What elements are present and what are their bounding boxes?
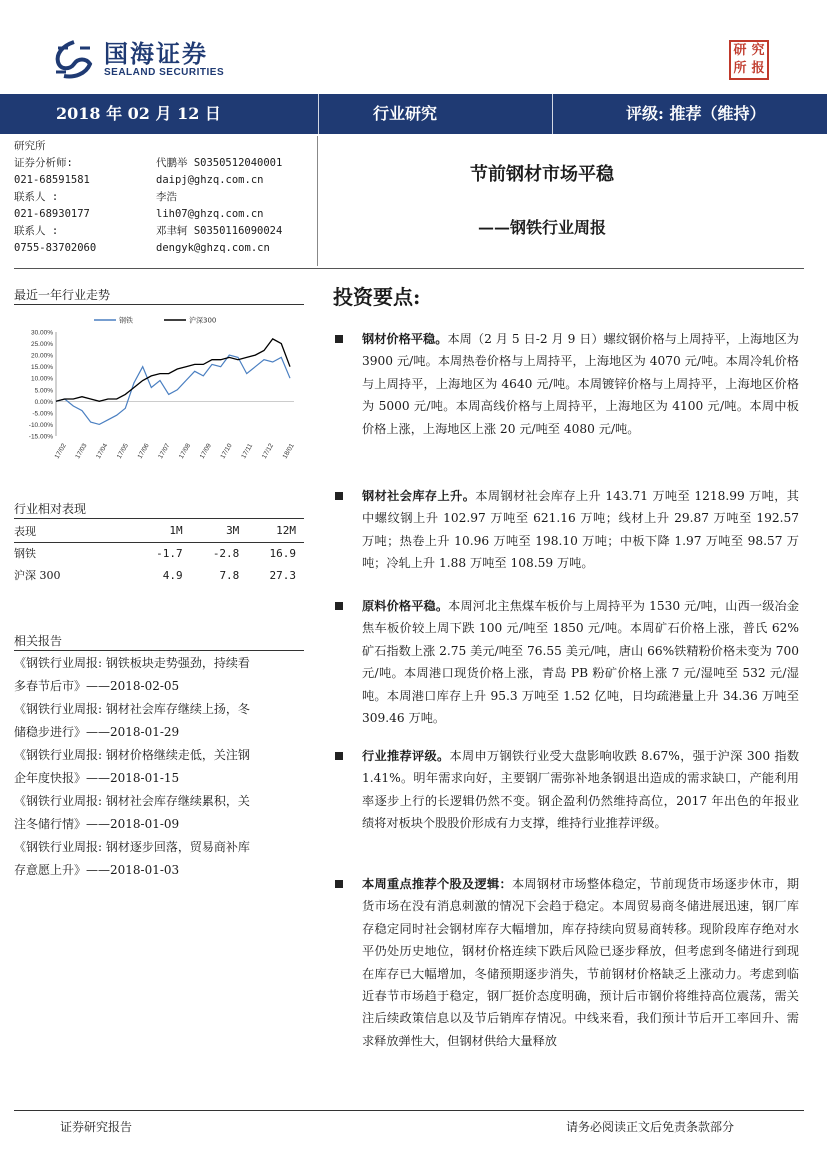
investment-point [333, 873, 799, 1052]
sealand-logo-icon [52, 40, 96, 80]
section-rule [14, 650, 304, 651]
y-tick-label: 30.00% [30, 329, 53, 337]
trend-title: 最近一年行业走势 [14, 288, 111, 302]
table-cell: 钢铁 [14, 547, 36, 561]
y-tick-label: 15.00% [30, 364, 53, 372]
header-bottom-divider [14, 268, 804, 269]
footer-left: 证券研究报告 [60, 1120, 133, 1134]
bullet-square-icon [335, 602, 343, 610]
related-reports-list [14, 652, 314, 882]
point-heading: 钢材社会库存上升。 [362, 489, 476, 503]
section-rule [14, 304, 304, 305]
company-logo [52, 40, 224, 80]
x-tick-label: 18/01 [281, 442, 296, 461]
report-date-line: 储稳步进行》——2018-01-29 [14, 725, 180, 739]
x-tick-label: 17/02 [53, 442, 68, 461]
investment-point [333, 595, 799, 729]
footer-rule [14, 1110, 804, 1111]
investment-point [333, 485, 799, 575]
x-tick-label: 17/07 [157, 442, 172, 461]
report-link[interactable]: 《钢铁行业周报: 钢铁板块走势强劲，持续看 [14, 656, 250, 670]
series-line [56, 355, 290, 424]
trend-chart [14, 310, 304, 470]
logo-english-name: SEALAND SECURITIES [104, 67, 225, 78]
section-rule [14, 518, 304, 519]
point-body: 本周河北主焦煤车板价与上周持平为 1530 元/吨，山西一级冶金焦车板价较上周下跌 100 元/吨至 1850 元/吨。本周矿石价格上涨，普氏 62%矿石指数上涨 2.75 美元/吨至 76.55 美元/吨，唐山 66%铁精粉价格未变为 700 元/吨。本周港口现货价格上涨，青岛 PB 粉矿价格上涨 7 元/湿吨至 532 元/湿吨。本周港口库存上升 95.3 万吨至 1.52 亿吨，日均疏港量上升 34.36 万吨至 309.46 万吨。 [362, 599, 800, 726]
x-tick-label: 17/09 [198, 442, 213, 461]
bullet-square-icon [335, 880, 343, 888]
report-subtitle: ——钢铁行业周报 [478, 218, 607, 237]
legend-label: 沪深300 [189, 316, 217, 325]
report-date-line: 注冬储行情》——2018-01-09 [14, 817, 180, 831]
point-heading: 本周重点推荐个股及逻辑： [362, 877, 512, 891]
seal-char: 究 [751, 43, 765, 58]
point-body: 本周钢材社会库存上升 143.71 万吨至 1218.99 万吨，其中螺纹钢上升 102.97 万吨至 621.16 万吨；线材上升 29.87 万吨至 192.57 万吨；热卷上升 10.96 万吨至 198.10 万吨；中板下降 1.97 万吨至 98.57 万吨；冷轧上升 1.88 万吨至 108.59 万吨。 [362, 489, 799, 571]
seal-char: 研 [733, 43, 747, 58]
bullet-square-icon [335, 492, 343, 500]
y-tick-label: -10.00% [28, 421, 53, 429]
report-date-line: 存意愿上升》——2018-01-03 [14, 863, 180, 877]
report-date-line: 多春节后市》——2018-02-05 [14, 679, 180, 693]
y-tick-label: 25.00% [30, 341, 53, 349]
investment-point [333, 328, 799, 440]
analyst-row: 021-68930177 lih07@ghzq.com.cn [14, 208, 264, 220]
analyst-row: 联系人 : 邓聿轲 S0350116090024 [14, 225, 283, 237]
analyst-row: 0755-83702060 dengyk@ghzq.com.cn [14, 242, 270, 254]
perf-title: 行业相对表现 [14, 502, 87, 516]
seal-char: 报 [751, 61, 765, 76]
header-cell: 表现 [14, 520, 134, 542]
analyst-row: 021-68591581 daipj@ghzq.com.cn [14, 174, 264, 186]
header-cell: 1M [134, 520, 191, 542]
research-seal [729, 40, 769, 80]
investment-point [333, 745, 799, 835]
report-link[interactable]: 《钢铁行业周报: 钢材社会库存继续累积，关 [14, 794, 250, 808]
point-body: 本周钢材市场整体稳定，节前现货市场逐步休市，期货市场在没有消息刺激的情况下会趋于稳定。本周贸易商冬储进展迅速，钢厂库存稳定同时社会钢材库存大幅增加，库存持续向贸易商转移。现阶段库存绝对水平仍处历史地位，钢材价格连续下跌后风险已逐步释放，但考虑到冬储进行到现在库存已大幅增加，冬储预期逐步消失，节前钢材价格缺乏上涨动力。考虑到临近春节市场趋于稳定，钢厂挺价态度明确，预计后市钢价将维持高位震荡，需关注后续政策信息以及节后销库存情况。中线来看，我们预计节后开工率回升、需求释放弹性大，但钢材供给大量释放 [362, 877, 800, 1048]
analyst-row: 证券分析师: 代鹏举 S0350512040001 [14, 157, 283, 169]
table-cell: 沪深 300 [14, 569, 61, 582]
bullet-square-icon [335, 335, 343, 343]
x-tick-label: 17/03 [74, 442, 89, 461]
x-tick-label: 17/05 [115, 442, 130, 461]
x-tick-label: 17/11 [240, 442, 255, 460]
report-date-line: 企年度快报》——2018-01-15 [14, 771, 180, 785]
table-cell: -1.7 [156, 546, 183, 560]
logo-chinese-name: 国海证券 [104, 40, 208, 68]
table-cell: 16.9 [269, 546, 296, 560]
y-tick-label: 0.00% [34, 398, 53, 406]
seal-char: 所 [733, 61, 747, 76]
report-banner [0, 94, 827, 134]
y-tick-label: -15.00% [28, 433, 53, 441]
x-tick-label: 17/10 [219, 442, 234, 461]
analyst-info [14, 138, 304, 257]
report-link[interactable]: 《钢铁行业周报: 钢材逐步回落，贸易商补库 [14, 840, 250, 854]
reports-title: 相关报告 [14, 634, 63, 648]
table-cell: 4.9 [162, 568, 183, 582]
point-body: 本周（2 月 5 日-2 月 9 日）螺纹钢价格与上周持平，上海地区为 3900 元/吨。本周热卷价格与上周持平，上海地区为 4070 元/吨。本周冷轧价格与上周持平，上海地区为 4640 元/吨。本周镀锌价格与上周持平，上海地区价格为 5000 元/吨。本周高线价格与上周持平，上海地区为 4100 元/吨。本周中板价格上涨，上海地区上涨 20 元/吨至 4080 元/吨。 [362, 332, 799, 436]
x-tick-label: 17/12 [260, 442, 276, 461]
table-header-row [14, 520, 304, 542]
point-heading: 原料价格平稳。 [362, 599, 449, 613]
table-row [14, 542, 304, 564]
header-cell: 12M [247, 520, 304, 542]
report-rating: 评级: 推荐（维持） [626, 104, 766, 123]
point-heading: 行业推荐评级。 [362, 749, 450, 763]
performance-table [14, 520, 304, 586]
x-tick-label: 17/04 [95, 442, 110, 461]
header-cell: 3M [191, 520, 248, 542]
report-link[interactable]: 《钢铁行业周报: 钢材社会库存继续上扬，冬 [14, 702, 250, 716]
table-row [14, 564, 304, 586]
y-tick-label: 5.00% [34, 387, 53, 395]
point-heading: 钢材价格平稳。 [362, 332, 448, 346]
report-title: 节前钢材市场平稳 [470, 164, 614, 185]
y-tick-label: -5.00% [32, 410, 53, 418]
x-tick-label: 17/08 [177, 442, 193, 461]
table-cell: 7.8 [219, 568, 240, 582]
y-tick-label: 20.00% [30, 352, 53, 360]
report-link[interactable]: 《钢铁行业周报: 钢材价格继续走低，关注钢 [14, 748, 250, 762]
y-tick-label: 10.00% [30, 375, 53, 383]
table-cell: -2.8 [212, 546, 240, 560]
report-category: 行业研究 [373, 104, 438, 123]
header-vertical-divider [317, 136, 318, 266]
banner-separator [318, 94, 319, 134]
analyst-row: 研究所 [14, 140, 46, 152]
x-tick-label: 17/06 [136, 442, 151, 461]
footer-disclaimer: 请务必阅读正文后免责条款部分 [566, 1120, 735, 1134]
banner-separator [552, 94, 553, 134]
investment-title: 投资要点: [333, 285, 421, 309]
point-body: 本周申万钢铁行业受大盘影响收跌 8.67%，强于沪深 300 指数 1.41%。明年需求向好，主要钢厂需弥补地条钢退出造成的需求缺口，产能利用率逐步上行的长逻辑仍然不变。钢企盈利仍然维持高位，2017 年出色的年报业绩将对板块个股股价形成有力支撑，维持行业推荐评级。 [362, 749, 800, 831]
bullet-square-icon [335, 752, 343, 760]
report-date: 2018 年 02 月 12 日 [56, 104, 221, 123]
analyst-row: 联系人 : 李浩 [14, 191, 177, 203]
legend-label: 钢铁 [119, 316, 133, 325]
table-cell: 27.3 [269, 568, 296, 582]
